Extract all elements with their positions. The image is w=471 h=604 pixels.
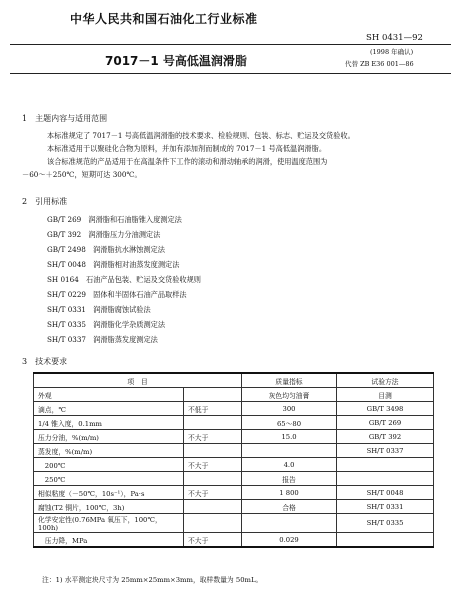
section-1-para-3: 该合标准规范的产品适用于在高温条件下工作的滚动和滑动轴承的润滑，使用温度范围为	[47, 157, 328, 166]
reference-item: SH/T 0229 固体和半固体石油产品取样法	[47, 290, 187, 299]
row-item: 1/4 锥入度，0.1mm	[34, 416, 184, 430]
document-title: 7017－1 号高低温润滑脂	[105, 54, 247, 68]
row-item: 250℃	[34, 472, 184, 486]
table-row	[34, 500, 434, 514]
row-qualifier	[184, 388, 242, 402]
row-qualifier	[184, 500, 242, 514]
table-footnote: 注：1) 水平测定块尺寸为 25mm×25mm×3mm，取样数量为 50mL。	[42, 576, 263, 584]
row-method: SH/T 0048	[337, 486, 434, 500]
row-qualifier: 不低于	[184, 402, 242, 416]
reference-item: GB/T 2498 润滑脂抗水淋蚀测定法	[47, 245, 165, 254]
row-value: 合格	[242, 500, 337, 514]
row-item: 压力降，MPa	[34, 533, 184, 548]
title-rule	[10, 73, 451, 74]
row-item: 外观	[34, 388, 184, 402]
reference-item: SH/T 0048 润滑脂相对油蒸发度测定法	[47, 260, 180, 269]
replaces-standard: 代替 ZB E36 001—86	[345, 60, 414, 68]
table-row	[34, 514, 434, 533]
row-value: 65～80	[242, 416, 337, 430]
row-method	[337, 472, 434, 486]
row-value: 300	[242, 402, 337, 416]
confirmation-note: (1998 年确认)	[370, 48, 414, 56]
reference-item: SH 0164 石油产品包装、贮运及交货验收规则	[47, 275, 201, 284]
header-quality: 质量指标	[242, 373, 337, 388]
row-value: 灰色均匀油膏	[242, 388, 337, 402]
header-item: 项 目	[34, 373, 242, 388]
row-item: 200℃	[34, 458, 184, 472]
reference-item: GB/T 392 润滑脂压力分油测定法	[47, 230, 161, 239]
row-method: SH/T 0331	[337, 500, 434, 514]
section-1-heading: 1 主题内容与适用范围	[22, 114, 108, 123]
table-row	[34, 458, 434, 472]
row-method	[337, 458, 434, 472]
section-3-heading: 3 技术要求	[22, 357, 68, 366]
table-row	[34, 402, 434, 416]
row-qualifier: 不大于	[184, 486, 242, 500]
table-header-row	[34, 373, 434, 388]
table-row	[34, 416, 434, 430]
header-method: 试验方法	[337, 373, 434, 388]
row-item: 蒸发度，%(m/m)	[34, 444, 184, 458]
row-qualifier: 不大于	[184, 458, 242, 472]
row-qualifier: 不大于	[184, 533, 242, 548]
row-value: 4.0	[242, 458, 337, 472]
row-value: 15.0	[242, 430, 337, 444]
row-value: 0.029	[242, 533, 337, 548]
reference-item: SH/T 0331 润滑脂腐蚀试验法	[47, 305, 151, 314]
row-item: 腐蚀(T2 铜片，100℃，3h)	[34, 500, 184, 514]
row-item: 滴点，℃	[34, 402, 184, 416]
row-qualifier: 不大于	[184, 430, 242, 444]
table-row	[34, 430, 434, 444]
row-method: 目测	[337, 388, 434, 402]
header-rule	[10, 44, 451, 45]
section-1-para-4: －60～＋250℃，短期可达 300℃。	[22, 170, 142, 179]
table-row	[34, 472, 434, 486]
row-method: SH/T 0337	[337, 444, 434, 458]
row-method: GB/T 392	[337, 430, 434, 444]
row-qualifier	[184, 416, 242, 430]
reference-item: GB/T 269 润滑脂和石油脂锥入度测定法	[47, 215, 182, 224]
row-method: GB/T 3498	[337, 402, 434, 416]
reference-item: SH/T 0337 润滑脂蒸发度测定法	[47, 335, 158, 344]
table-row	[34, 486, 434, 500]
row-value: 1 800	[242, 486, 337, 500]
section-1-para-1: 本标准规定了 7017－1 号高低温润滑脂的技术要求、检验规则、包装、标志、贮运及交货验收。	[47, 131, 355, 140]
row-method	[337, 533, 434, 548]
section-1-para-2: 本标准适用于以聚硅化合物为原料，并加有添加剂而制成的 7017－1 号高低温润滑脂。	[47, 144, 327, 153]
standard-category-title: 中华人民共和国石油化工行业标准	[70, 12, 258, 26]
section-2-heading: 2 引用标准	[22, 197, 68, 206]
row-value	[242, 444, 337, 458]
row-item: 相似粘度（－50℃，10s⁻¹），Pa·s	[34, 486, 184, 500]
technical-requirements-table	[33, 372, 434, 548]
table-row	[34, 388, 434, 402]
standard-number: SH 0431—92	[366, 33, 423, 43]
table-row	[34, 533, 434, 548]
row-value: 报告	[242, 472, 337, 486]
row-qualifier	[184, 444, 242, 458]
table-row	[34, 444, 434, 458]
row-item: 化学安定性(0.76MPa 氧压下，100℃，100h)	[34, 514, 184, 533]
row-method: GB/T 269	[337, 416, 434, 430]
reference-item: SH/T 0335 润滑脂化学杂质测定法	[47, 320, 166, 329]
row-value	[242, 514, 337, 533]
row-item: 压力分油，%(m/m)	[34, 430, 184, 444]
row-qualifier	[184, 514, 242, 533]
row-qualifier	[184, 472, 242, 486]
row-method: SH/T 0335	[337, 514, 434, 533]
